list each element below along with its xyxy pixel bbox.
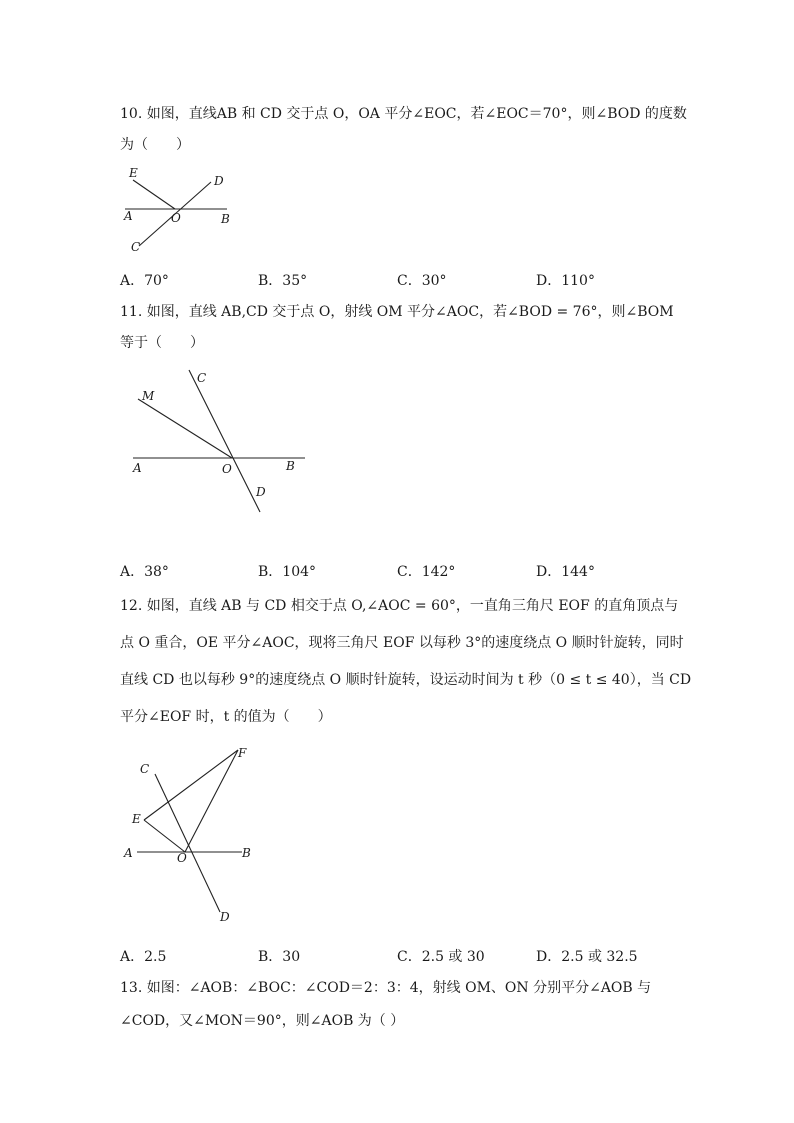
q12-option-c: C．2.5 或 30	[397, 949, 485, 965]
q12-label-b: B	[242, 846, 251, 860]
q12-line-cd	[155, 774, 220, 912]
q11-label-c: C	[197, 371, 207, 385]
q11-label-m: M	[142, 389, 155, 403]
q11-option-b: B．104°	[258, 564, 317, 580]
q10-option-d: D．110°	[536, 273, 595, 289]
q12-segment-of	[185, 750, 238, 852]
q10-option-a: A．70°	[120, 273, 169, 289]
q10-label-a: A	[124, 209, 133, 223]
q12-label-a: A	[124, 846, 133, 860]
q11-figure	[125, 362, 315, 522]
q12-label-e: E	[132, 812, 141, 826]
q12-option-d: D．2.5 或 32.5	[536, 949, 638, 965]
q11-label-a: A	[133, 461, 142, 475]
q10-text-line1: 10. 如图，直线AB 和 CD 交于点 O，OA 平分∠EOC，若∠EOC＝70°，则∠BOD 的度数	[120, 106, 687, 122]
q12-figure	[120, 740, 265, 930]
q12-text-line1: 12. 如图，直线 AB 与 CD 相交于点 O,∠AOC = 60°，一直角三角尺 EOF 的直角顶点与	[120, 598, 679, 614]
q13-text-line1: 13. 如图：∠AOB：∠BOC：∠COD＝2：3：4，射线 OM、ON 分别平分∠AOB 与	[120, 980, 652, 996]
q11-text-line1: 11. 如图，直线 AB,CD 交于点 O，射线 OM 平分∠AOC，若∠BOD = 76°，则∠BOM	[120, 304, 674, 320]
q10-label-c: C	[131, 240, 141, 254]
q10-option-c: C．30°	[397, 273, 447, 289]
q11-option-c: C．142°	[397, 564, 456, 580]
q10-label-d: D	[214, 174, 224, 188]
q10-figure	[115, 160, 245, 260]
q12-label-f: F	[238, 746, 247, 760]
q12-option-a: A．2.5	[120, 949, 167, 965]
q12-label-d: D	[220, 910, 230, 924]
q12-text-line4: 平分∠EOF 时，t 的值为（ ）	[120, 709, 332, 725]
q10-label-e: E	[129, 166, 138, 180]
q10-ray-oe	[133, 180, 175, 209]
q12-text-line2: 点 O 重合，OE 平分∠AOC，现将三角尺 EOF 以每秒 3°的速度绕点 O 顺时针旋转，同时	[120, 635, 684, 651]
q11-line-cd	[189, 370, 260, 512]
q11-option-d: D．144°	[536, 564, 595, 580]
q11-text-line2: 等于（ ）	[120, 335, 204, 351]
q12-text-line3: 直线 CD 也以每秒 9°的速度绕点 O 顺时针旋转，设运动时间为 t 秒（0 ≤ t ≤ 40），当 CD	[120, 672, 692, 688]
q12-label-o: O	[177, 851, 187, 865]
q10-text-line2: 为（ ）	[120, 137, 190, 153]
q11-label-d: D	[256, 485, 266, 499]
q10-label-o: O	[171, 211, 181, 225]
q11-label-o: O	[222, 462, 232, 476]
q11-option-a: A．38°	[120, 564, 169, 580]
q10-label-b: B	[221, 212, 230, 226]
q11-label-b: B	[286, 459, 295, 473]
q10-option-b: B．35°	[258, 273, 308, 289]
q12-label-c: C	[140, 762, 150, 776]
q12-option-b: B．30	[258, 949, 301, 965]
q13-text-line2: ∠COD，又∠MON＝90°，则∠AOB 为（ ）	[120, 1013, 405, 1029]
q12-segment-ef	[144, 750, 238, 820]
